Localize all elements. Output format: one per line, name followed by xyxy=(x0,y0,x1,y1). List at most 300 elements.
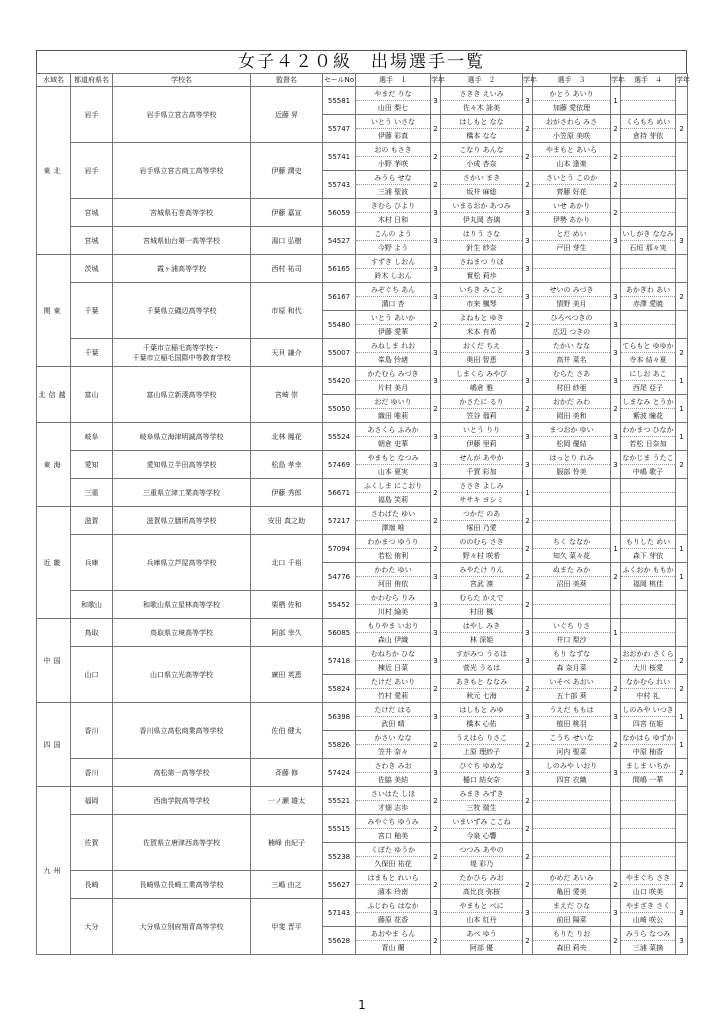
prefecture-cell: 香川 xyxy=(71,759,113,787)
sailor-grade: 3 xyxy=(611,367,621,395)
sailor-name: ササキ ヨシミ xyxy=(441,493,523,507)
coach-cell: 甲斐 晋平 xyxy=(251,899,323,955)
sailor-grade: 3 xyxy=(431,423,441,451)
sailor-name: 塚田 乃愛 xyxy=(441,521,523,535)
sailor-name: 森田 莉央 xyxy=(533,941,611,955)
sail-number-cell: 57418 xyxy=(323,647,356,675)
sail-number-cell: 56059 xyxy=(323,199,356,227)
sailor-grade: 3 xyxy=(523,339,533,367)
sailor-name xyxy=(621,829,676,843)
entry-row xyxy=(37,451,688,465)
sailor-name: 戸田 芽生 xyxy=(533,241,611,255)
sail-number-cell: 56167 xyxy=(323,283,356,311)
coach-cell: 斉藤 修 xyxy=(251,759,323,787)
coach-cell: 伊藤 秀郎 xyxy=(251,479,323,507)
sailor-grade: 3 xyxy=(523,367,533,395)
sailor-kana: はりう さな xyxy=(441,227,523,241)
school-cell: 千葉市立稲毛高等学校・ 千葉市立稲毛国際中等教育学校 xyxy=(113,339,251,367)
sailor-name: 朝倉 史華 xyxy=(356,437,431,451)
sailor-name: 青山 蘭 xyxy=(356,941,431,955)
sailor-grade: 3 xyxy=(523,759,533,787)
entry-row xyxy=(37,591,688,605)
sailor-kana: ひろべつきの xyxy=(533,311,611,325)
sailor-kana xyxy=(533,815,611,829)
region-cell: 関東 xyxy=(37,255,71,367)
sail-number-cell: 55824 xyxy=(323,675,356,703)
sailor-grade xyxy=(676,199,688,227)
sailor-name: 今野 よう xyxy=(356,241,431,255)
sail-number-cell: 55420 xyxy=(323,367,356,395)
sailor-kana: わかまつ ゆうり xyxy=(356,535,431,549)
sailor-grade: 1 xyxy=(676,395,688,423)
sailor-name: 織田 唯莉 xyxy=(356,409,431,423)
sailor-name: 澤端 唯 xyxy=(356,521,431,535)
sailor-grade xyxy=(676,787,688,815)
sailor-kana: すがみつ うるは xyxy=(441,647,523,661)
prefecture-cell: 三重 xyxy=(71,479,113,507)
coach-cell: 廣田 英恵 xyxy=(251,647,323,703)
sail-number-cell: 55480 xyxy=(323,311,356,339)
sailor-name: 情野 美月 xyxy=(533,297,611,311)
region-cell: 九州 xyxy=(37,787,71,955)
prefecture-cell: 岩手 xyxy=(71,143,113,199)
page-number: 1 xyxy=(358,998,366,1012)
prefecture-cell: 兵庫 xyxy=(71,535,113,591)
sailor-name: 沼田 美葵 xyxy=(533,577,611,591)
school-cell: 佐賀県立唐津西高等学校 xyxy=(113,815,251,871)
sailor-name: 森 奈月菜 xyxy=(533,661,611,675)
sail-number-cell: 57469 xyxy=(323,451,356,479)
sailor-name: 河内 聖菜 xyxy=(533,745,611,759)
sailor-name: 三浦 菜摘 xyxy=(621,941,676,955)
sailor-kana: ののむら さき xyxy=(441,535,523,549)
sailor-name: 伊勢 あかり xyxy=(533,213,611,227)
entry-row xyxy=(37,899,688,913)
region-cell: 東北 xyxy=(37,87,71,255)
sailor-kana xyxy=(621,843,676,857)
school-cell: 宮城県石巻高等学校 xyxy=(113,199,251,227)
sailor-name: 才畑 志歩 xyxy=(356,801,431,815)
sailor-grade: 2 xyxy=(431,787,441,815)
sailor-kana: やまもと なつみ xyxy=(356,451,431,465)
entry-row xyxy=(37,815,688,829)
sailor-name: 赤澤 愛暁 xyxy=(621,297,676,311)
sailor-kana: みやぐち ゆうみ xyxy=(356,815,431,829)
sailor-kana: てらもと ゆゆか xyxy=(621,339,676,353)
sailor-grade: 3 xyxy=(431,759,441,787)
prefecture-cell: 岐阜 xyxy=(71,423,113,451)
sailor-grade: 3 xyxy=(431,339,441,367)
sailor-kana xyxy=(621,255,676,269)
entry-row xyxy=(37,479,688,493)
sailor-name: 菅光 うるは xyxy=(441,661,523,675)
sailor-kana: おがさわら みさ xyxy=(533,115,611,129)
sailor-grade: 2 xyxy=(611,199,621,227)
sailor-name xyxy=(533,605,611,619)
coach-cell: 近藤 昇 xyxy=(251,87,323,143)
sailor-name xyxy=(621,185,676,199)
sailor-name: 木村 日和 xyxy=(356,213,431,227)
sailor-name xyxy=(621,633,676,647)
sailor-name: 阿部 優 xyxy=(441,941,523,955)
sailor-name: 片村 美月 xyxy=(356,381,431,395)
sailor-kana: うえだ ももは xyxy=(533,703,611,717)
sailor-kana xyxy=(621,619,676,633)
sailor-grade xyxy=(611,591,621,619)
sailor-grade xyxy=(676,311,688,339)
sailor-kana: みねしま れお xyxy=(356,339,431,353)
school-cell: 霞ヶ浦高等学校 xyxy=(113,255,251,283)
sailor-grade: 2 xyxy=(611,647,621,675)
sailor-name: 若松 侑利 xyxy=(356,549,431,563)
sailor-kana: やまだ りな xyxy=(356,87,431,101)
coach-cell: 佐伯 健太 xyxy=(251,703,323,759)
sailor-name xyxy=(621,857,676,871)
sailor-name: 五十部 葵 xyxy=(533,689,611,703)
sailor-kana: さねまつ りほ xyxy=(441,255,523,269)
school-cell: 西南学院高等学校 xyxy=(113,787,251,815)
sailor-name xyxy=(621,325,676,339)
sailor-kana: かさい なな xyxy=(356,731,431,745)
sail-number-cell: 55747 xyxy=(323,115,356,143)
sailor-kana: はしもと みゆ xyxy=(441,703,523,717)
sailor-kana: たけだ はる xyxy=(356,703,431,717)
entry-row xyxy=(37,339,688,353)
school-cell: 大分県立別府翔青高等学校 xyxy=(113,899,251,955)
sailor-grade: 3 xyxy=(431,199,441,227)
sail-number-cell: 56085 xyxy=(323,619,356,647)
region-cell: 四国 xyxy=(37,703,71,787)
sailor-kana xyxy=(621,171,676,185)
sailor-grade: 3 xyxy=(676,227,688,255)
sailor-kana: みやたけ りん xyxy=(441,563,523,577)
sailor-kana: かたむら みづき xyxy=(356,367,431,381)
sailor-name xyxy=(621,801,676,815)
sailor-name: 松岡 優結 xyxy=(533,437,611,451)
prefecture-cell: 佐賀 xyxy=(71,815,113,871)
sailor-name: 伊藤 彩真 xyxy=(356,129,431,143)
sailor-name: 千賀 彩加 xyxy=(441,465,523,479)
sailor-grade xyxy=(676,591,688,619)
prefecture-cell: 千葉 xyxy=(71,283,113,339)
column-header: セールNo xyxy=(323,74,356,87)
sailor-kana: やまもと あいら xyxy=(533,143,611,157)
sailor-kana: あさくら ふみか xyxy=(356,423,431,437)
sailor-name: 久保田 祐花 xyxy=(356,857,431,871)
sailor-name: 針生 紗奈 xyxy=(441,241,523,255)
sailor-name: 亀田 愛美 xyxy=(533,885,611,899)
sail-number-cell: 57143 xyxy=(323,899,356,927)
entry-row xyxy=(37,423,688,437)
sailor-kana: しまくら みやび xyxy=(441,367,523,381)
sailor-grade: 3 xyxy=(523,199,533,227)
sailor-kana: あおやま らん xyxy=(356,927,431,941)
sailor-kana: ふくおか ももか xyxy=(621,563,676,577)
sailor-grade: 2 xyxy=(431,927,441,955)
sailor-name: 井口 梨沙 xyxy=(533,633,611,647)
sailor-kana: ましま いちか xyxy=(621,759,676,773)
column-header: 選手 ３ xyxy=(533,74,611,87)
sailor-kana xyxy=(621,815,676,829)
sailor-name: 棟近 日菜 xyxy=(356,661,431,675)
sailor-grade: 3 xyxy=(611,339,621,367)
coach-cell: 安田 真之助 xyxy=(251,507,323,535)
sailor-grade: 2 xyxy=(523,507,533,535)
sailor-grade: 3 xyxy=(523,423,533,451)
coach-cell: 西村 祐司 xyxy=(251,255,323,283)
coach-cell: 三嶋 由之 xyxy=(251,871,323,899)
sailor-grade: 3 xyxy=(523,619,533,647)
column-header: 水域名 xyxy=(37,74,71,87)
roster-body xyxy=(37,87,688,955)
sailor-grade: 2 xyxy=(523,395,533,423)
sailor-name: 加藤 愛依理 xyxy=(533,101,611,115)
sailor-kana: まえだ ひな xyxy=(533,899,611,913)
sailor-kana: なかじま うたこ xyxy=(621,451,676,465)
sailor-name: 前田 陽菜 xyxy=(533,913,611,927)
entry-row xyxy=(37,283,688,297)
sailor-grade: 2 xyxy=(611,675,621,703)
sailor-grade: 1 xyxy=(611,535,621,563)
sailor-kana: いまるおか あつみ xyxy=(441,199,523,213)
sailor-name xyxy=(621,269,676,283)
sailor-grade: 2 xyxy=(611,115,621,143)
coach-cell: 北口 千裕 xyxy=(251,535,323,591)
sailor-kana: かわた ゆい xyxy=(356,563,431,577)
region-cell: 東海 xyxy=(37,423,71,507)
sailor-name: 石垣 那々実 xyxy=(621,241,676,255)
sailor-kana: かめだ あいみ xyxy=(533,871,611,885)
sailor-name: 橋本 なな xyxy=(441,129,523,143)
prefecture-cell: 山口 xyxy=(71,647,113,703)
sailor-grade: 3 xyxy=(611,423,621,451)
sailor-name: 林 深姫 xyxy=(441,633,523,647)
sailor-kana xyxy=(533,787,611,801)
sailor-name: 峯島 怜緒 xyxy=(356,353,431,367)
sailor-grade xyxy=(611,787,621,815)
sailor-name: 秋元 七海 xyxy=(441,689,523,703)
sailor-grade: 3 xyxy=(523,87,533,115)
sailor-kana xyxy=(621,507,676,521)
sailor-grade xyxy=(676,479,688,507)
sailor-kana: さわき みお xyxy=(356,759,431,773)
sailor-grade: 2 xyxy=(611,563,621,591)
column-header: 都道府県名 xyxy=(71,74,113,87)
sailor-name xyxy=(533,521,611,535)
sailor-kana: さいはた しほ xyxy=(356,787,431,801)
sailor-kana xyxy=(621,143,676,157)
sailor-kana: かさたに るり xyxy=(441,395,523,409)
school-cell: 三重県立津工業高等学校 xyxy=(113,479,251,507)
sailor-grade xyxy=(676,143,688,171)
school-cell: 岩手県立宮古商工高等学校 xyxy=(113,143,251,199)
sailor-grade: 1 xyxy=(611,87,621,115)
sailor-name: 笠谷 瑠莉 xyxy=(441,409,523,423)
sailor-grade: 1 xyxy=(676,731,688,759)
sailor-kana: みうら なつみ xyxy=(621,927,676,941)
sailor-grade xyxy=(611,255,621,283)
sailor-kana: もり なずな xyxy=(533,647,611,661)
sailor-name: 伊藤 里莉 xyxy=(441,437,523,451)
sail-number-cell: 55515 xyxy=(323,815,356,843)
sailor-grade: 2 xyxy=(676,675,688,703)
sailor-name: 市来 楓琴 xyxy=(441,297,523,311)
sailor-grade: 3 xyxy=(431,647,441,675)
sailor-grade xyxy=(611,479,621,507)
sailor-kana: すずき しおん xyxy=(356,255,431,269)
sailor-grade: 2 xyxy=(676,283,688,311)
column-header: 学校名 xyxy=(113,74,251,87)
coach-cell: 宮崎 崇 xyxy=(251,367,323,423)
sailor-name: 今泉 心響 xyxy=(441,829,523,843)
prefecture-cell: 岩手 xyxy=(71,87,113,143)
sailor-grade: 3 xyxy=(611,451,621,479)
sailor-name: 三浦 聖波 xyxy=(356,185,431,199)
sailor-grade xyxy=(611,507,621,535)
sailor-name: 濱本 玲南 xyxy=(356,885,431,899)
sail-number-cell: 57424 xyxy=(323,759,356,787)
sailor-kana xyxy=(533,507,611,521)
coach-cell: 北林 鳳花 xyxy=(251,423,323,451)
sailor-grade xyxy=(676,87,688,115)
column-header: 学年 xyxy=(431,74,441,87)
school-cell: 香川県立高松商業高等学校 xyxy=(113,703,251,759)
sailor-name: 知久 菜々花 xyxy=(533,549,611,563)
sailor-grade: 3 xyxy=(431,619,441,647)
sail-number-cell: 55826 xyxy=(323,731,356,759)
page-title: 女子４２０級 出場選手一覧 xyxy=(36,50,687,73)
school-cell: 高松第一高等学校 xyxy=(113,759,251,787)
sailor-grade: 2 xyxy=(676,871,688,899)
sailor-name: 森山 伊織 xyxy=(356,633,431,647)
coach-cell: 栗栖 佐和 xyxy=(251,591,323,619)
sailor-kana: おかだ みわ xyxy=(533,395,611,409)
sailor-name xyxy=(533,493,611,507)
sailor-kana: もりやま いおり xyxy=(356,619,431,633)
sailor-kana: わかまつ ひなか xyxy=(621,423,676,437)
sailor-kana: いとう りり xyxy=(441,423,523,437)
sailor-name: 服部 怜美 xyxy=(533,465,611,479)
sailor-kana: ふじわら はなか xyxy=(356,899,431,913)
prefecture-cell: 愛知 xyxy=(71,451,113,479)
school-cell: 長崎県立長崎工業高等学校 xyxy=(113,871,251,899)
sail-number-cell: 56165 xyxy=(323,255,356,283)
sailor-grade: 3 xyxy=(676,899,688,927)
sail-number-cell: 57217 xyxy=(323,507,356,535)
header-row xyxy=(37,74,688,87)
sailor-kana: むねちか ひな xyxy=(356,647,431,661)
sailor-name: 倉持 芽依 xyxy=(621,129,676,143)
region-cell: 近畿 xyxy=(37,507,71,619)
sailor-kana: しまなみ とうか xyxy=(621,395,676,409)
entry-row xyxy=(37,535,688,549)
sailor-name: 宮武 凛 xyxy=(441,577,523,591)
sailor-grade: 2 xyxy=(611,143,621,171)
sailor-grade: 3 xyxy=(611,283,621,311)
roster-sheet xyxy=(36,50,690,955)
sailor-grade: 3 xyxy=(431,563,441,591)
sailor-grade: 2 xyxy=(523,787,533,815)
prefecture-cell: 和歌山 xyxy=(71,591,113,619)
sailor-kana: つつみ あやの xyxy=(441,843,523,857)
sailor-grade xyxy=(611,843,621,871)
sailor-name: 若松 日奈加 xyxy=(621,437,676,451)
coach-cell: 伊藤 潤史 xyxy=(251,143,323,199)
sailor-grade: 3 xyxy=(431,591,441,619)
sailor-grade: 1 xyxy=(676,367,688,395)
sailor-name: 大川 桜愛 xyxy=(621,661,676,675)
sailor-kana: よねもと ゆき xyxy=(441,311,523,325)
sailor-kana: さきき えいみ xyxy=(441,87,523,101)
sailor-kana: くぼた ゆうか xyxy=(356,843,431,857)
sailor-name xyxy=(621,213,676,227)
sailor-kana xyxy=(533,479,611,493)
sailor-kana: ささき よしみ xyxy=(441,479,523,493)
entry-row xyxy=(37,507,688,521)
sailor-kana: いちき みこと xyxy=(441,283,523,297)
sailor-name xyxy=(533,269,611,283)
sailor-grade: 1 xyxy=(523,479,533,507)
entry-row xyxy=(37,367,688,381)
entry-row xyxy=(37,787,688,801)
sailor-name: 伊丸岡 杏璃 xyxy=(441,213,523,227)
school-cell: 千葉県立磯辺高等学校 xyxy=(113,283,251,339)
sailor-name: 山田 梨七 xyxy=(356,101,431,115)
sailor-name: 紫波 瞳花 xyxy=(621,409,676,423)
sailor-kana: たけだ あいり xyxy=(356,675,431,689)
sailor-kana: しのみや いつき xyxy=(621,703,676,717)
region-cell: 北信越 xyxy=(37,367,71,423)
column-header: 選手 １ xyxy=(356,74,431,87)
sailor-kana xyxy=(621,787,676,801)
sailor-grade: 2 xyxy=(676,339,688,367)
sailor-grade: 3 xyxy=(611,899,621,927)
sailor-name: 四宮 衣織 xyxy=(533,773,611,787)
sailor-name: 小野 茅咲 xyxy=(356,157,431,171)
sailor-grade: 3 xyxy=(431,227,441,255)
sail-number-cell: 54776 xyxy=(323,563,356,591)
sailor-name: 橋本 心佑 xyxy=(441,717,523,731)
sail-number-cell: 55741 xyxy=(323,143,356,171)
sailor-name: 高井 菜名 xyxy=(533,353,611,367)
sailor-grade: 2 xyxy=(523,115,533,143)
prefecture-cell: 大分 xyxy=(71,899,113,955)
sailor-grade: 3 xyxy=(431,87,441,115)
sailor-grade: 2 xyxy=(523,731,533,759)
sailor-name: 山崎 咲公 xyxy=(621,913,676,927)
sailor-name xyxy=(621,521,676,535)
sailor-name: 岡田 美和 xyxy=(533,409,611,423)
sailor-grade: 2 xyxy=(523,311,533,339)
sailor-kana: せんが あやか xyxy=(441,451,523,465)
prefecture-cell: 宮城 xyxy=(71,227,113,255)
sailor-grade xyxy=(676,171,688,199)
prefecture-cell: 茨城 xyxy=(71,255,113,283)
sailor-kana: さかい まき xyxy=(441,171,523,185)
sailor-kana: みまき みずき xyxy=(441,787,523,801)
sailor-kana: おくだ ちえ xyxy=(441,339,523,353)
prefecture-cell: 富山 xyxy=(71,367,113,423)
sailor-grade: 3 xyxy=(523,227,533,255)
sailor-name xyxy=(533,829,611,843)
school-cell: 滋賀県立膳所高等学校 xyxy=(113,507,251,535)
sailor-name: 三牧 瑞生 xyxy=(441,801,523,815)
sailor-grade: 2 xyxy=(431,535,441,563)
sailor-kana: いまいずみ ここね xyxy=(441,815,523,829)
sailor-grade: 2 xyxy=(676,647,688,675)
sailor-grade: 2 xyxy=(523,535,533,563)
school-cell: 富山県立新湊高等学校 xyxy=(113,367,251,423)
